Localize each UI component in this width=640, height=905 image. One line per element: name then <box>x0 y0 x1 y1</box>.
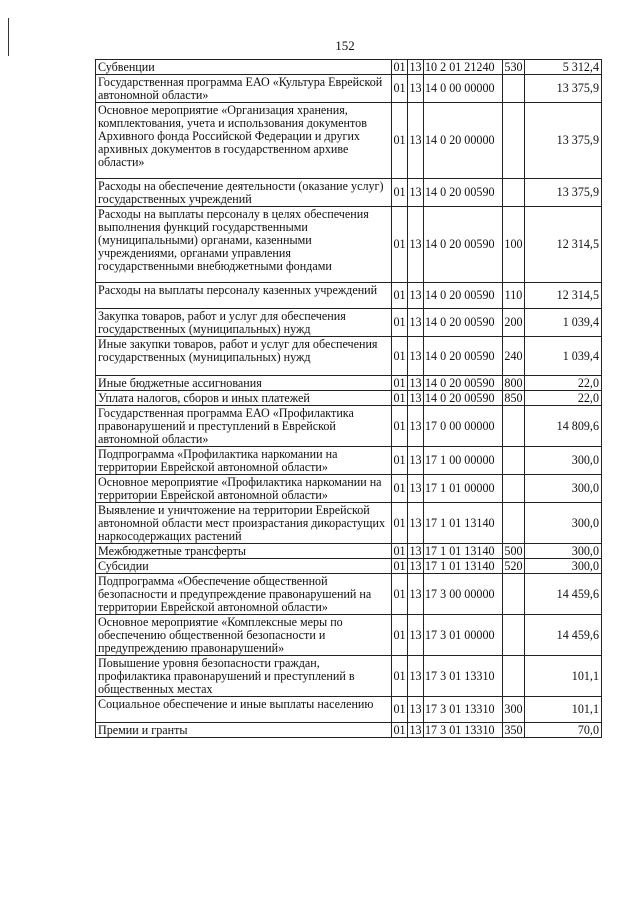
subsection-code: 13 <box>409 722 422 737</box>
amount: 22,0 <box>525 391 602 406</box>
section-code: 01 <box>392 503 408 544</box>
table-row <box>96 447 602 475</box>
subsection-code: 13 <box>408 615 424 656</box>
target-article-code: 14 0 20 00590 <box>424 391 503 406</box>
subsection-code: 13 <box>408 179 424 207</box>
section-code: 01 <box>392 309 408 337</box>
target-article-code: 17 3 01 13310 <box>424 697 503 723</box>
budget-table-body <box>96 60 602 738</box>
budget-table <box>95 59 602 738</box>
item-name: Выявление и уничтожение на территории Еврейской автономной области мест произрастания дикорастущих наркосодержащих растений <box>96 503 392 544</box>
table-row <box>96 503 602 544</box>
table-row <box>96 207 602 283</box>
amount: 101,1 <box>525 697 602 723</box>
expense-type-code <box>503 574 525 615</box>
table-row <box>96 559 602 574</box>
target-article-code: 17 3 01 00000 <box>424 615 503 656</box>
amount: 12 314,5 <box>525 207 602 283</box>
subsection-code: 13 <box>408 309 424 337</box>
target-article-code: 14 0 20 00590 <box>424 207 503 283</box>
amount: 101,1 <box>525 656 602 697</box>
amount: 1 039,4 <box>525 309 602 337</box>
amount: 300,0 <box>525 559 602 574</box>
table-row <box>96 475 602 503</box>
subsection-code: 13 <box>409 59 422 74</box>
amount: 13 375,9 <box>525 103 602 179</box>
amount: 70,0 <box>525 723 602 738</box>
section-code: 01 <box>392 75 408 103</box>
item-name: Социальное обеспечение и иные выплаты населению <box>96 697 392 723</box>
item-name: Расходы на выплаты персоналу в целях обеспечения выполнения функций государственными (муниципальными) органами, казенными учреждениями, органами управления государственными внебюджетными фондами <box>96 207 392 283</box>
table-row <box>96 75 602 103</box>
item-name: Иные бюджетные ассигнования <box>96 376 392 391</box>
subsection-code: 13 <box>408 283 424 309</box>
section-code: 01 <box>392 406 408 447</box>
section-code: 01 <box>392 475 408 503</box>
item-name: Премии и гранты <box>96 723 392 738</box>
subsection-code: 13 <box>408 697 424 723</box>
expense-type-code: 200 <box>503 309 525 337</box>
item-name: Основное мероприятие «Организация хранения, комплектования, учета и использования документов Архивного фонда Российской Федерации и других архивных документов в государственном архиве области» <box>96 103 392 179</box>
target-article-code: 17 0 00 00000 <box>424 406 503 447</box>
subsection-code: 13 <box>408 475 424 503</box>
table-row <box>96 697 602 723</box>
table-row <box>96 376 602 391</box>
amount: 12 314,5 <box>525 283 602 309</box>
expense-type-code: 530 <box>504 59 523 74</box>
subsection-code: 13 <box>409 558 422 573</box>
target-article-code: 14 0 20 00590 <box>424 179 503 207</box>
subsection-code: 13 <box>408 574 424 615</box>
section-code: 01 <box>393 59 406 74</box>
target-article-code: 17 1 01 13140 <box>424 559 503 574</box>
table-row <box>96 283 602 309</box>
table-row <box>96 391 602 406</box>
item-name: Основное мероприятие «Комплексные меры по обеспечению общественной безопасности и предупреждению правонарушений» <box>96 615 392 656</box>
target-article-code: 14 0 20 00000 <box>424 103 503 179</box>
expense-type-code <box>503 406 525 447</box>
target-article-code: 17 1 01 13140 <box>424 503 503 544</box>
expense-type-code: 500 <box>504 543 523 558</box>
target-article-code: 14 0 00 00000 <box>424 75 503 103</box>
expense-type-code: 110 <box>503 283 525 309</box>
item-name: Закупка товаров, работ и услуг для обеспечения государственных (муниципальных) нужд <box>96 309 392 337</box>
item-name: Расходы на выплаты персоналу казенных учреждений <box>96 283 392 309</box>
section-code: 01 <box>392 447 408 475</box>
table-row <box>96 406 602 447</box>
section-code: 01 <box>392 283 408 309</box>
expense-type-code: 300 <box>503 697 525 723</box>
section-code: 01 <box>393 722 406 737</box>
amount: 300,0 <box>525 503 602 544</box>
target-article-code: 17 3 01 13310 <box>424 656 503 697</box>
expense-type-code <box>503 503 525 544</box>
table-row <box>96 103 602 179</box>
amount: 14 459,6 <box>525 574 602 615</box>
section-code: 01 <box>392 103 408 179</box>
table-row <box>96 723 602 738</box>
item-name: Подпрограмма «Обеспечение общественной безопасности и предупреждение правонарушений на территории Еврейской автономной области» <box>96 574 392 615</box>
target-article-code: 17 3 01 13310 <box>424 723 503 738</box>
subsection-code: 13 <box>409 390 422 405</box>
subsection-code: 13 <box>408 75 424 103</box>
item-name: Субвенции <box>96 60 392 75</box>
amount: 300,0 <box>525 447 602 475</box>
target-article-code: 14 0 20 00590 <box>424 283 503 309</box>
amount: 14 459,6 <box>525 615 602 656</box>
section-code: 01 <box>392 207 408 283</box>
item-name: Подпрограмма «Профилактика наркомании на территории Еврейской автономной области» <box>96 447 392 475</box>
item-name: Уплата налогов, сборов и иных платежей <box>96 391 392 406</box>
subsection-code: 13 <box>408 207 424 283</box>
expense-type-code: 100 <box>503 207 525 283</box>
expense-type-code: 800 <box>504 375 523 390</box>
target-article-code: 14 0 20 00590 <box>424 309 503 337</box>
section-code: 01 <box>392 179 408 207</box>
subsection-code: 13 <box>409 543 422 558</box>
amount: 22,0 <box>525 376 602 391</box>
table-row <box>96 60 602 75</box>
section-code: 01 <box>392 656 408 697</box>
target-article-code: 14 0 20 00590 <box>424 337 503 376</box>
target-article-code: 17 3 00 00000 <box>424 574 503 615</box>
table-row <box>96 337 602 376</box>
section-code: 01 <box>393 543 406 558</box>
section-code: 01 <box>392 574 408 615</box>
item-name: Повышение уровня безопасности граждан, профилактика правонарушений и преступлений в общественных местах <box>96 656 392 697</box>
subsection-code: 13 <box>408 447 424 475</box>
target-article-code: 17 1 00 00000 <box>424 447 503 475</box>
target-article-code: 17 1 01 13140 <box>424 544 503 559</box>
item-name: Иные закупки товаров, работ и услуг для обеспечения государственных (муниципальных) нужд <box>96 337 392 376</box>
subsection-code: 13 <box>408 656 424 697</box>
subsection-code: 13 <box>409 375 422 390</box>
expense-type-code <box>503 75 525 103</box>
item-name: Межбюджетные трансферты <box>96 544 392 559</box>
expense-type-code <box>503 103 525 179</box>
table-row <box>96 544 602 559</box>
subsection-code: 13 <box>408 406 424 447</box>
amount: 1 039,4 <box>525 337 602 376</box>
item-name: Субсидии <box>96 559 392 574</box>
table-row <box>96 574 602 615</box>
table-row <box>96 309 602 337</box>
subsection-code: 13 <box>408 503 424 544</box>
amount: 300,0 <box>525 544 602 559</box>
section-code: 01 <box>393 558 406 573</box>
section-code: 01 <box>392 697 408 723</box>
item-name: Государственная программа ЕАО «Профилактика правонарушений и преступлений в Еврейской автономной области» <box>96 406 392 447</box>
target-article-code: 14 0 20 00590 <box>424 376 503 391</box>
expense-type-code: 520 <box>504 558 523 573</box>
section-code: 01 <box>393 390 406 405</box>
expense-type-code <box>503 475 525 503</box>
expense-type-code <box>503 447 525 475</box>
target-article-code: 10 2 01 21240 <box>424 60 503 75</box>
amount: 13 375,9 <box>525 75 602 103</box>
section-code: 01 <box>392 337 408 376</box>
amount: 14 809,6 <box>525 406 602 447</box>
expense-type-code <box>503 179 525 207</box>
item-name: Государственная программа ЕАО «Культура Еврейской автономной области» <box>96 75 392 103</box>
item-name: Основное мероприятие «Профилактика наркомании на территории Еврейской автономной области» <box>96 475 392 503</box>
item-name: Расходы на обеспечение деятельности (оказание услуг) государственных учреждений <box>96 179 392 207</box>
expense-type-code: 350 <box>504 722 523 737</box>
section-code: 01 <box>393 375 406 390</box>
page-number: 152 <box>335 38 355 53</box>
expense-type-code: 850 <box>504 390 523 405</box>
expense-type-code: 240 <box>503 337 525 376</box>
section-code: 01 <box>392 615 408 656</box>
target-article-code: 17 1 01 00000 <box>424 475 503 503</box>
table-row <box>96 615 602 656</box>
table-row <box>96 179 602 207</box>
subsection-code: 13 <box>408 103 424 179</box>
expense-type-code <box>503 656 525 697</box>
amount: 13 375,9 <box>525 179 602 207</box>
amount: 300,0 <box>525 475 602 503</box>
amount: 5 312,4 <box>525 60 602 75</box>
expense-type-code <box>503 615 525 656</box>
subsection-code: 13 <box>408 337 424 376</box>
table-row <box>96 656 602 697</box>
